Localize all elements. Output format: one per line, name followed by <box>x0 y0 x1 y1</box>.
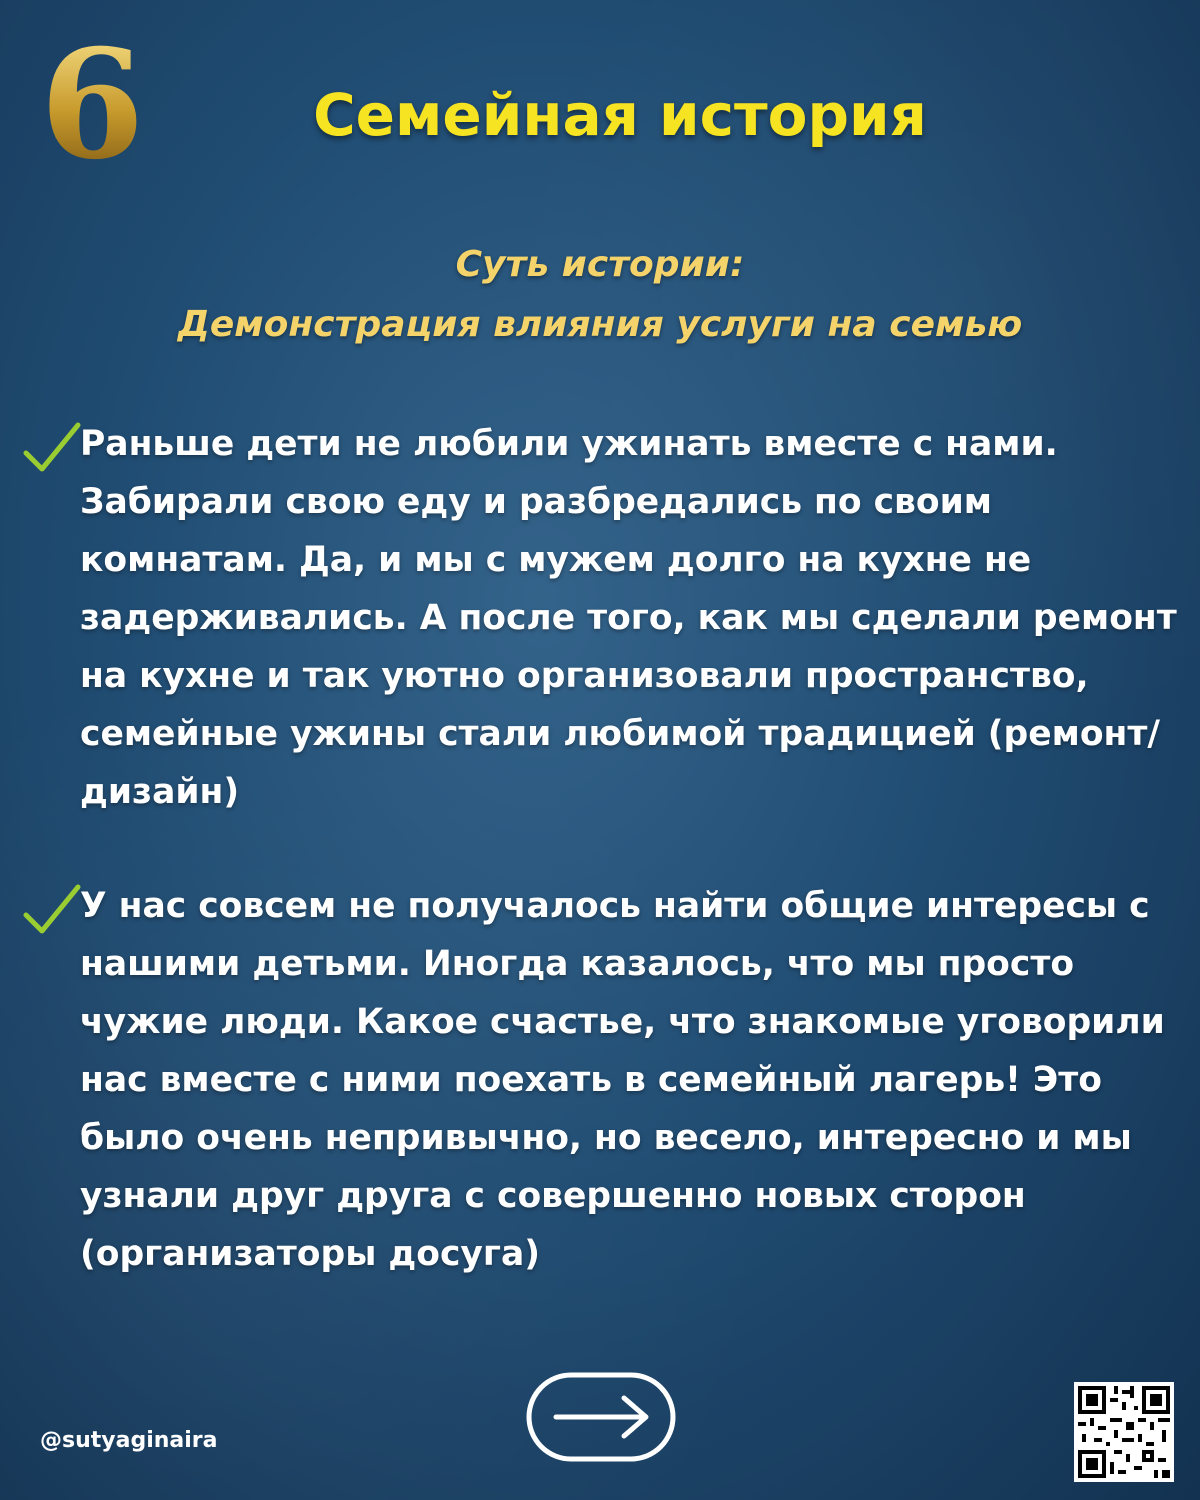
story-item <box>22 415 1182 821</box>
subtitle-line-2: Демонстрация влияния услуги на семью <box>177 304 1023 345</box>
next-slide-button[interactable] <box>526 1372 676 1462</box>
story-item <box>22 877 1182 1283</box>
slide-number: 6 <box>40 17 145 193</box>
story-text: У нас совсем не получалось найти общие интересы с нашими детьми. Иногда казалось, что мы просто чужие люди. Какое счастье, что знакомые уговорили нас вместе с ними поехать в семейный лагерь! Это было очень непривычно, но весело, интересно и мы узнали друг друга с совершенно новых сторон (организаторы досуга) <box>80 886 1165 1274</box>
author-handle[interactable]: @sutyaginaira <box>40 1428 218 1453</box>
checkmark-icon <box>22 419 82 479</box>
subtitle-line-1: Суть истории: <box>455 244 745 285</box>
arrow-right-icon <box>556 1398 646 1436</box>
qr-code-icon[interactable] <box>1074 1382 1174 1482</box>
story-text: Раньше дети не любили ужинать вместе с нами. Забирали свою еду и разбредались по своим комнатам. Да, и мы с мужем долго на кухне не задерживались. А после того, как мы сделали ремонт на кухне и так уютно организовали пространство, семейные ужины стали любимой традицией (ремонт/дизайн) <box>80 424 1177 812</box>
checkmark-icon <box>22 881 82 941</box>
page-title: Семейная история <box>313 81 927 149</box>
subtitle <box>0 235 1200 355</box>
